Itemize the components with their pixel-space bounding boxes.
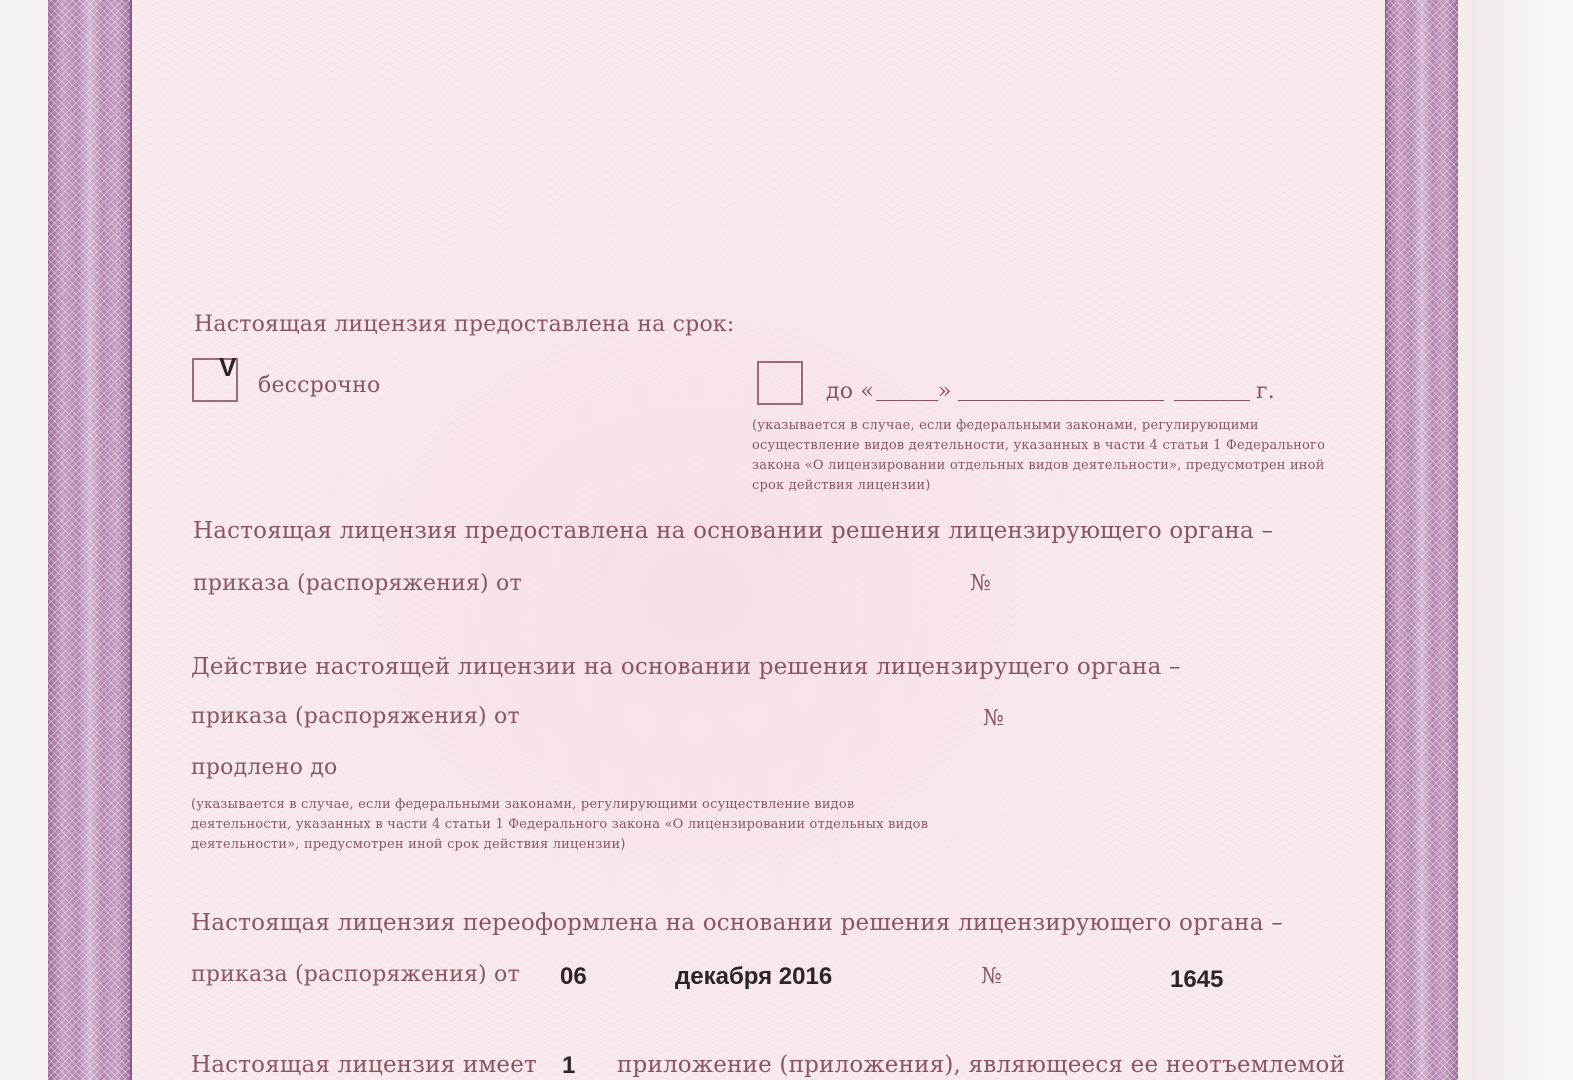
indefinite-check-mark: V <box>219 352 237 382</box>
until-year-suffix: г. <box>1256 379 1275 404</box>
term-heading: Настоящая лицензия предоставлена на срок: <box>194 312 735 337</box>
annex-count: 1 <box>562 1052 576 1079</box>
extension-order-label: приказа (распоряжения) от <box>191 704 520 729</box>
until-year-line <box>1174 400 1250 401</box>
extension-number-sign: № <box>983 706 1005 731</box>
reissue-heading: Настоящая лицензия переоформлена на основании решения лицензирующего органа – <box>191 910 1283 936</box>
until-day-line <box>876 400 938 401</box>
annex-prefix: Настоящая лицензия имеет <box>191 1052 537 1078</box>
reissue-day: 06 <box>560 963 587 990</box>
paper-edge-right <box>1470 0 1573 1080</box>
basis-number-sign: № <box>970 571 992 596</box>
basis-order-label: приказа (распоряжения) от <box>193 571 522 596</box>
ornamental-border-right <box>1386 0 1458 1080</box>
annex-suffix: приложение (приложения), являющееся ее неотъемлемой <box>617 1052 1346 1078</box>
until-quote-close: » <box>938 379 952 404</box>
until-month-line <box>958 400 1164 401</box>
paper-edge-left <box>0 0 48 1080</box>
ornamental-border-left <box>48 0 132 1080</box>
indefinite-label: бессрочно <box>258 373 381 398</box>
extended-until-label: продлено до <box>191 755 338 780</box>
reissue-month-year: декабря 2016 <box>675 963 833 990</box>
until-note: (указывается в случае, если федеральными законами, регулирующими осуществление видов деятельности, указанных в части 4 статьи 1 Федерального закона «О лицензировании отдельных видов деятельности», предусмотрен иной срок действия лицензии) <box>752 418 1326 493</box>
until-prefix: до « <box>826 379 875 404</box>
extension-heading: Действие настоящей лицензии на основании решения лицензирущего органа – <box>191 654 1181 680</box>
reissue-order-label: приказа (распоряжения) от <box>191 962 520 987</box>
basis-heading: Настоящая лицензия предоставлена на основании решения лицензирующего органа – <box>193 518 1274 544</box>
reissue-number-sign: № <box>981 964 1003 989</box>
until-checkbox[interactable] <box>757 361 803 405</box>
extension-note: (указывается в случае, если федеральными законами, регулирующими осуществление видов деятельности, указанных в части 4 статьи 1 Федерального закона «О лицензировании отдельных видов деятельности», предусмотрен иной срок действия лицензии) <box>191 797 929 852</box>
reissue-number: 1645 <box>1170 966 1224 993</box>
